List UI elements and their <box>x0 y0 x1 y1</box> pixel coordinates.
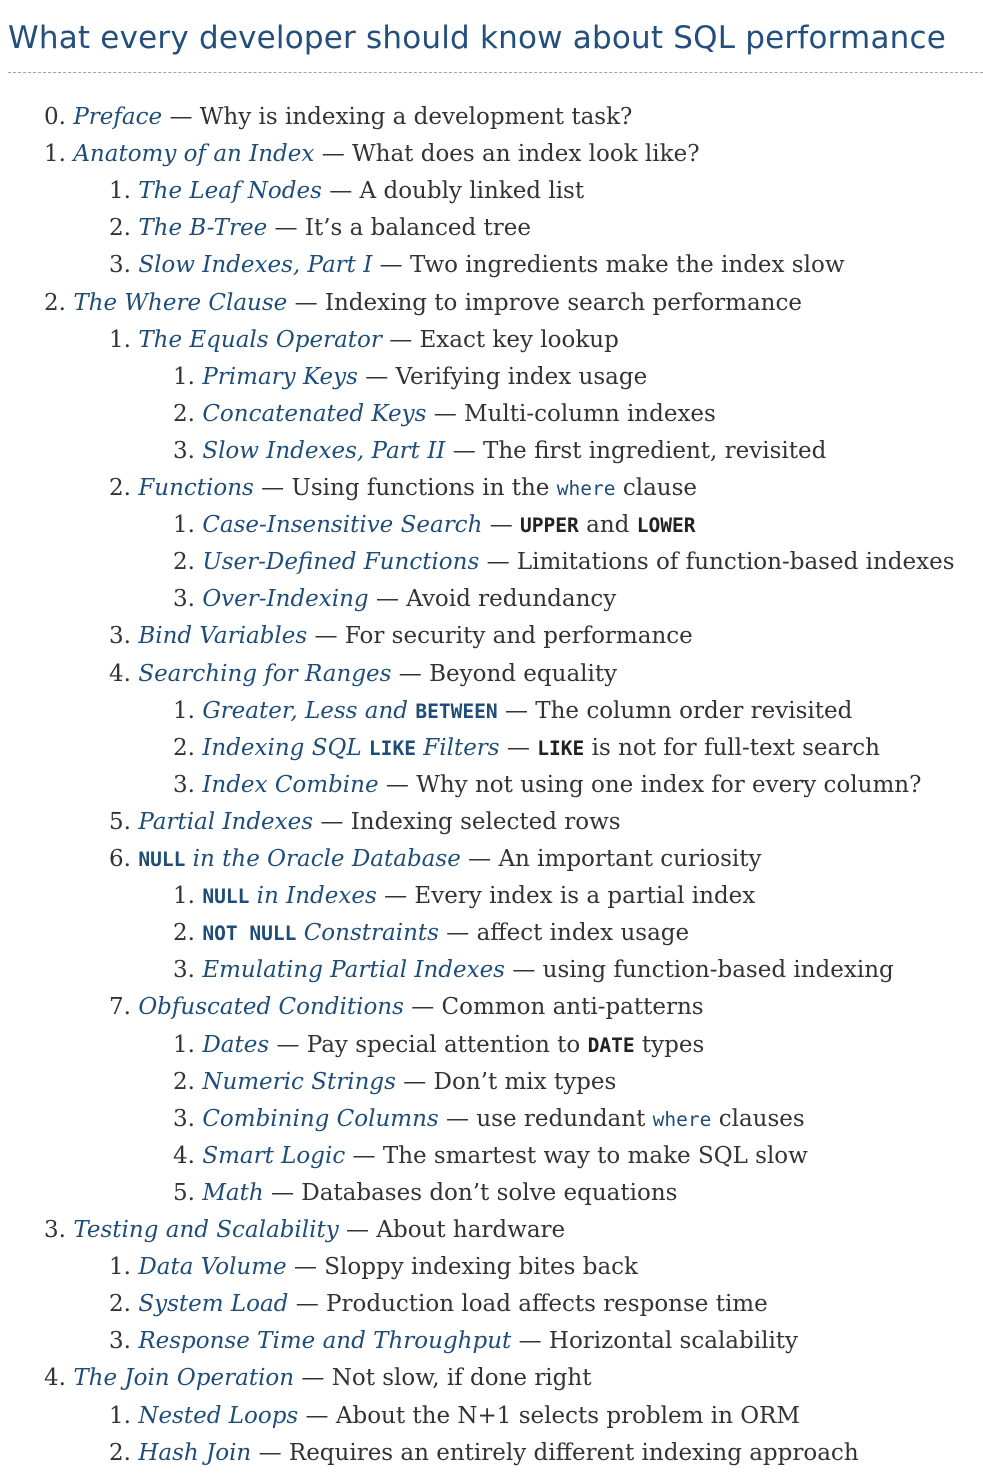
code-keyword: LOWER <box>636 514 696 537</box>
text-fragment: Beyond equality <box>429 661 618 687</box>
toc-entry-number: 2. <box>109 215 131 241</box>
toc-entry <box>0 581 616 618</box>
text-fragment: Dates <box>202 1032 270 1058</box>
em-dash-separator: — <box>261 475 285 501</box>
toc-entry-number: 5. <box>109 809 131 835</box>
toc-entry-number: 2. <box>173 549 195 575</box>
toc-entry-description <box>326 1291 768 1317</box>
text-fragment: Sloppy indexing bites back <box>324 1254 638 1280</box>
toc-entry-link[interactable] <box>202 1032 269 1058</box>
em-dash-separator: — <box>512 957 536 983</box>
text-fragment: What does an index look like? <box>352 141 700 167</box>
text-fragment: Obfuscated Conditions <box>138 994 404 1020</box>
text-fragment: Two ingredients make the index slow <box>409 252 845 278</box>
toc-entry-link[interactable] <box>202 920 439 946</box>
toc-entry-number: 4. <box>173 1143 195 1169</box>
toc-entry <box>0 1398 800 1435</box>
text-fragment: Multi-column indexes <box>464 401 716 427</box>
toc-entry <box>0 1101 805 1138</box>
text-fragment: Case-Insensitive Search <box>202 512 483 538</box>
text-fragment: Horizontal scalability <box>548 1328 799 1354</box>
toc-entry <box>0 841 762 878</box>
text-fragment: Indexing SQL <box>202 735 369 761</box>
toc-entry <box>0 1027 704 1064</box>
toc-entry <box>0 656 617 693</box>
toc-entry-number: 2. <box>173 920 195 946</box>
text-fragment: Why is indexing a development task? <box>199 104 633 130</box>
toc-entry-description <box>420 327 619 353</box>
toc-entry-number: 3. <box>109 252 131 278</box>
toc-entry-link[interactable] <box>138 994 404 1020</box>
text-fragment: clauses <box>711 1106 805 1132</box>
em-dash-separator: — <box>293 1254 317 1280</box>
toc-entry-description <box>360 178 585 204</box>
toc-entry-link[interactable] <box>138 475 254 501</box>
title-divider <box>8 72 983 73</box>
em-dash-separator: — <box>301 1365 325 1391</box>
text-fragment: About the N+1 selects problem in ORM <box>335 1403 800 1429</box>
toc-entry-link[interactable] <box>202 1143 345 1169</box>
code-keyword: where <box>556 477 616 500</box>
toc-entry-number: 1. <box>173 364 195 390</box>
toc-entry-description <box>410 252 845 278</box>
text-fragment: A doubly linked list <box>359 178 585 204</box>
em-dash-separator: — <box>486 549 510 575</box>
em-dash-separator: — <box>384 883 408 909</box>
text-fragment: Every index is a partial index <box>414 883 756 909</box>
em-dash-separator: — <box>320 809 344 835</box>
text-fragment: Hash Join <box>138 1440 252 1466</box>
text-fragment: Response Time and Throughput <box>138 1328 512 1354</box>
em-dash-separator: — <box>379 252 403 278</box>
em-dash-separator: — <box>365 364 389 390</box>
text-fragment: Pay special attention to <box>306 1032 588 1058</box>
toc-entry-link[interactable] <box>138 252 372 278</box>
toc-entry <box>0 804 621 841</box>
text-fragment: Common anti-patterns <box>441 994 704 1020</box>
toc-entry <box>0 618 693 655</box>
toc-entry-link[interactable] <box>202 512 482 538</box>
toc-entry-number: 1. <box>173 1032 195 1058</box>
text-fragment: and <box>578 512 637 538</box>
toc-entry-number: 0. <box>44 104 66 130</box>
em-dash-separator: — <box>346 1217 370 1243</box>
toc-entry-link[interactable] <box>138 327 382 353</box>
text-fragment: Don’t mix types <box>433 1069 617 1095</box>
em-dash-separator: — <box>504 698 528 724</box>
toc-entry-link[interactable] <box>138 215 267 241</box>
text-fragment: use redundant <box>476 1106 653 1132</box>
toc-entry-link[interactable] <box>73 1217 338 1243</box>
text-fragment: The Leaf Nodes <box>138 178 322 204</box>
toc-entry-number: 3. <box>173 586 195 612</box>
toc-entry-link[interactable] <box>73 290 287 316</box>
toc-entry-link[interactable] <box>202 1106 438 1132</box>
toc-entry-number: 3. <box>173 1106 195 1132</box>
toc-entry-link[interactable] <box>202 1069 396 1095</box>
em-dash-separator: — <box>446 1106 470 1132</box>
toc-entry-description <box>517 549 955 575</box>
toc-entry-description <box>324 1254 638 1280</box>
em-dash-separator: — <box>433 401 457 427</box>
text-fragment: Slow Indexes, Part I <box>138 252 373 278</box>
toc-entry-description <box>291 475 697 501</box>
toc-entry-number: 1. <box>109 327 131 353</box>
toc-entry <box>0 1249 638 1286</box>
text-fragment: Filters <box>415 735 500 761</box>
text-fragment: Data Volume <box>138 1254 287 1280</box>
text-fragment: For security and performance <box>344 623 693 649</box>
toc-entry-number: 1. <box>109 1254 131 1280</box>
text-fragment: Math <box>202 1180 264 1206</box>
text-fragment: Not slow, if done right <box>331 1365 592 1391</box>
code-keyword: NOT NULL <box>202 922 297 945</box>
toc-entry-description <box>336 1403 800 1429</box>
text-fragment: Bind Variables <box>138 623 308 649</box>
toc-entry-number: 3. <box>44 1217 66 1243</box>
text-fragment: Concatenated Keys <box>202 401 427 427</box>
toc-entry-link[interactable] <box>138 1328 511 1354</box>
text-fragment: Greater, Less and <box>202 698 416 724</box>
text-fragment: About hardware <box>376 1217 566 1243</box>
text-fragment: types <box>634 1032 705 1058</box>
toc-entry-description <box>305 215 531 241</box>
em-dash-separator: — <box>452 438 476 464</box>
toc-entry <box>0 952 894 989</box>
page-title: What every developer should know about SQL performance <box>8 20 946 56</box>
text-fragment: Emulating Partial Indexes <box>202 957 505 983</box>
text-fragment: Verifying index usage <box>395 364 648 390</box>
toc-entry-description <box>289 1440 859 1466</box>
em-dash-separator: — <box>274 215 298 241</box>
em-dash-separator: — <box>375 586 399 612</box>
toc-entry-description <box>520 512 695 538</box>
toc-entry-description <box>429 661 617 687</box>
toc-entry <box>0 433 826 470</box>
toc-entry <box>0 396 716 433</box>
text-fragment: in the Oracle Database <box>185 846 461 872</box>
toc-entry <box>0 1435 859 1472</box>
em-dash-separator: — <box>398 661 422 687</box>
em-dash-separator: — <box>446 920 470 946</box>
toc-entry-link[interactable] <box>138 178 322 204</box>
em-dash-separator: — <box>258 1440 282 1466</box>
toc-entry-description <box>537 735 880 761</box>
em-dash-separator: — <box>276 1032 300 1058</box>
toc-entry <box>0 322 619 359</box>
toc-entry-link[interactable] <box>138 1403 298 1429</box>
toc-entry <box>0 247 845 284</box>
toc-entry <box>0 767 921 804</box>
toc-entry-description <box>332 1365 592 1391</box>
toc-entry-link[interactable] <box>138 661 391 687</box>
toc-entry <box>0 544 955 581</box>
toc-entry-link[interactable] <box>202 957 505 983</box>
toc-entry <box>0 1360 591 1397</box>
code-keyword: DATE <box>587 1034 635 1057</box>
text-fragment: Requires an entirely different indexing approach <box>288 1440 859 1466</box>
toc-entry-number: 2. <box>44 290 66 316</box>
em-dash-separator: — <box>489 512 513 538</box>
text-fragment: Indexing selected rows <box>350 809 621 835</box>
toc-entry-description <box>352 141 700 167</box>
toc-entry-description <box>483 438 826 464</box>
toc-entry-link[interactable] <box>73 141 314 167</box>
toc-entry-number: 3. <box>173 438 195 464</box>
text-fragment: Avoid redundancy <box>406 586 617 612</box>
toc-entry <box>0 173 584 210</box>
text-fragment: Why not using one index for every column? <box>416 772 922 798</box>
em-dash-separator: — <box>352 1143 376 1169</box>
toc-entry <box>0 878 755 915</box>
toc-entry <box>0 136 700 173</box>
code-keyword: NULL <box>202 885 250 908</box>
toc-entry-number: 2. <box>173 401 195 427</box>
text-fragment: Functions <box>138 475 254 501</box>
text-fragment: It’s a balanced tree <box>304 215 531 241</box>
text-fragment: Partial Indexes <box>138 809 314 835</box>
toc-entry-link[interactable] <box>202 364 358 390</box>
toc-entry <box>0 1212 565 1249</box>
text-fragment: An important curiosity <box>498 846 762 872</box>
toc-entry-link[interactable] <box>202 401 426 427</box>
toc-entry-number: 1. <box>173 883 195 909</box>
text-fragment: clause <box>615 475 698 501</box>
toc-entry-description <box>477 920 690 946</box>
toc-entry-description <box>383 1143 808 1169</box>
code-keyword: where <box>652 1108 712 1131</box>
text-fragment: The smartest way to make SQL slow <box>382 1143 808 1169</box>
toc-entry-description <box>442 994 704 1020</box>
em-dash-separator: — <box>411 994 435 1020</box>
toc-entry-number: 4. <box>109 661 131 687</box>
text-fragment: Index Combine <box>202 772 379 798</box>
text-fragment: The column order revisited <box>535 698 853 724</box>
text-fragment: Preface <box>73 104 163 130</box>
toc-entry <box>0 1138 808 1175</box>
toc-entry-number: 5. <box>173 1180 195 1206</box>
toc-entry-link[interactable] <box>202 883 376 909</box>
text-fragment: The first ingredient, revisited <box>483 438 827 464</box>
toc-entry-description <box>543 957 894 983</box>
toc-entry-description <box>549 1328 798 1354</box>
toc-entry-number: 2. <box>109 475 131 501</box>
toc-entry <box>0 210 531 247</box>
toc-entry-link[interactable] <box>138 809 313 835</box>
toc-entry-number: 1. <box>44 141 66 167</box>
em-dash-separator: — <box>314 623 338 649</box>
em-dash-separator: — <box>329 178 353 204</box>
toc-entry-link[interactable] <box>138 846 461 872</box>
toc-entry-link[interactable] <box>202 772 378 798</box>
toc-entry-link[interactable] <box>202 1180 263 1206</box>
toc-entry-number: 3. <box>109 623 131 649</box>
toc-entry-description <box>376 1217 565 1243</box>
toc-entry-link[interactable] <box>138 1291 288 1317</box>
em-dash-separator: — <box>518 1328 542 1354</box>
em-dash-separator: — <box>468 846 492 872</box>
toc-entry <box>0 730 880 767</box>
toc-entry-description <box>325 290 802 316</box>
toc-entry-number: 1. <box>109 178 131 204</box>
code-keyword: LIKE <box>368 737 416 760</box>
toc-entry-description <box>476 1106 804 1132</box>
toc-entry-number: 1. <box>173 512 195 538</box>
text-fragment: Anatomy of an Index <box>73 141 315 167</box>
text-fragment: Searching for Ranges <box>138 661 392 687</box>
text-fragment: User-Defined Functions <box>202 549 480 575</box>
text-fragment: System Load <box>138 1291 289 1317</box>
toc-entry <box>0 285 802 322</box>
toc-entry-description <box>351 809 621 835</box>
toc-entry-number: 4. <box>44 1365 66 1391</box>
text-fragment: Numeric Strings <box>202 1069 396 1095</box>
toc-entry <box>0 359 647 396</box>
em-dash-separator: — <box>403 1069 427 1095</box>
em-dash-separator: — <box>389 327 413 353</box>
text-fragment: Nested Loops <box>138 1403 299 1429</box>
text-fragment: Primary Keys <box>202 364 358 390</box>
toc-entry-description <box>307 1032 705 1058</box>
em-dash-separator: — <box>305 1403 329 1429</box>
code-keyword: NULL <box>138 848 186 871</box>
text-fragment: Over-Indexing <box>202 586 369 612</box>
toc-entry-number: 1. <box>173 698 195 724</box>
text-fragment: is not for full-text search <box>584 735 880 761</box>
em-dash-separator: — <box>321 141 345 167</box>
toc-entry-description <box>200 104 633 130</box>
toc-entry-number: 2. <box>173 1069 195 1095</box>
toc-entry <box>0 1323 798 1360</box>
toc-entry-number: 2. <box>109 1440 131 1466</box>
toc-entry-link[interactable] <box>138 1440 251 1466</box>
toc-entry-description <box>416 772 921 798</box>
toc-entry-link[interactable] <box>202 735 499 761</box>
text-fragment: Slow Indexes, Part II <box>202 438 446 464</box>
code-keyword: UPPER <box>520 514 579 537</box>
em-dash-separator: — <box>294 290 318 316</box>
toc-entry-number: 6. <box>109 846 131 872</box>
text-fragment: The B-Tree <box>138 215 268 241</box>
toc-entry <box>0 1286 768 1323</box>
em-dash-separator: — <box>295 1291 319 1317</box>
toc-entry-link[interactable] <box>202 438 445 464</box>
text-fragment: The Where Clause <box>73 290 288 316</box>
toc-entry <box>0 1175 677 1212</box>
text-fragment: in Indexes <box>249 883 377 909</box>
toc-entry <box>0 693 852 730</box>
toc-entry-link[interactable] <box>138 1254 286 1280</box>
toc-entry-number: 7. <box>109 994 131 1020</box>
text-fragment: Testing and Scalability <box>73 1217 339 1243</box>
toc-entry-description <box>301 1180 677 1206</box>
text-fragment: Production load affects response time <box>326 1291 768 1317</box>
toc-entry-number: 3. <box>173 957 195 983</box>
toc-entry-link[interactable] <box>202 549 479 575</box>
text-fragment: Exact key lookup <box>419 327 619 353</box>
toc-entry-description <box>345 623 693 649</box>
toc-entry-link[interactable] <box>138 623 307 649</box>
text-fragment: affect index usage <box>476 920 690 946</box>
em-dash-separator: — <box>385 772 409 798</box>
toc-entry <box>0 1064 616 1101</box>
text-fragment: Limitations of function-based indexes <box>516 549 955 575</box>
text-fragment: Smart Logic <box>202 1143 346 1169</box>
em-dash-separator: — <box>270 1180 294 1206</box>
text-fragment: Indexing to improve search performance <box>324 290 802 316</box>
toc-entry <box>0 989 704 1026</box>
toc-entry-number: 2. <box>109 1291 131 1317</box>
em-dash-separator: — <box>506 735 530 761</box>
toc-entry-number: 3. <box>173 772 195 798</box>
toc-entry <box>0 99 632 136</box>
toc-entry-description <box>464 401 716 427</box>
toc-entry-number: 1. <box>109 1403 131 1429</box>
toc-entry <box>0 915 689 952</box>
text-fragment: The Join Operation <box>73 1365 295 1391</box>
text-fragment: using function-based indexing <box>542 957 894 983</box>
toc-entry-number: 3. <box>109 1328 131 1354</box>
toc-entry-description <box>406 586 616 612</box>
toc-entry-description <box>414 883 755 909</box>
toc-entry-description <box>396 364 648 390</box>
toc-entry-link[interactable] <box>202 698 497 724</box>
text-fragment: Databases don’t solve equations <box>301 1180 678 1206</box>
text-fragment: Combining Columns <box>202 1106 439 1132</box>
code-keyword: LIKE <box>537 737 585 760</box>
text-fragment: The Equals Operator <box>138 327 382 353</box>
toc-entry-link[interactable] <box>73 1365 294 1391</box>
toc-entry-description <box>535 698 852 724</box>
toc-entry-description <box>434 1069 617 1095</box>
toc-entry-link[interactable] <box>202 586 368 612</box>
code-keyword: BETWEEN <box>415 700 498 723</box>
em-dash-separator: — <box>169 104 193 130</box>
text-fragment: Constraints <box>296 920 439 946</box>
toc-entry-description <box>498 846 761 872</box>
toc-entry-link[interactable] <box>73 104 162 130</box>
toc-entry <box>0 507 695 544</box>
toc-entry <box>0 470 697 507</box>
text-fragment: Using functions in the <box>291 475 557 501</box>
toc-entry-number: 2. <box>173 735 195 761</box>
